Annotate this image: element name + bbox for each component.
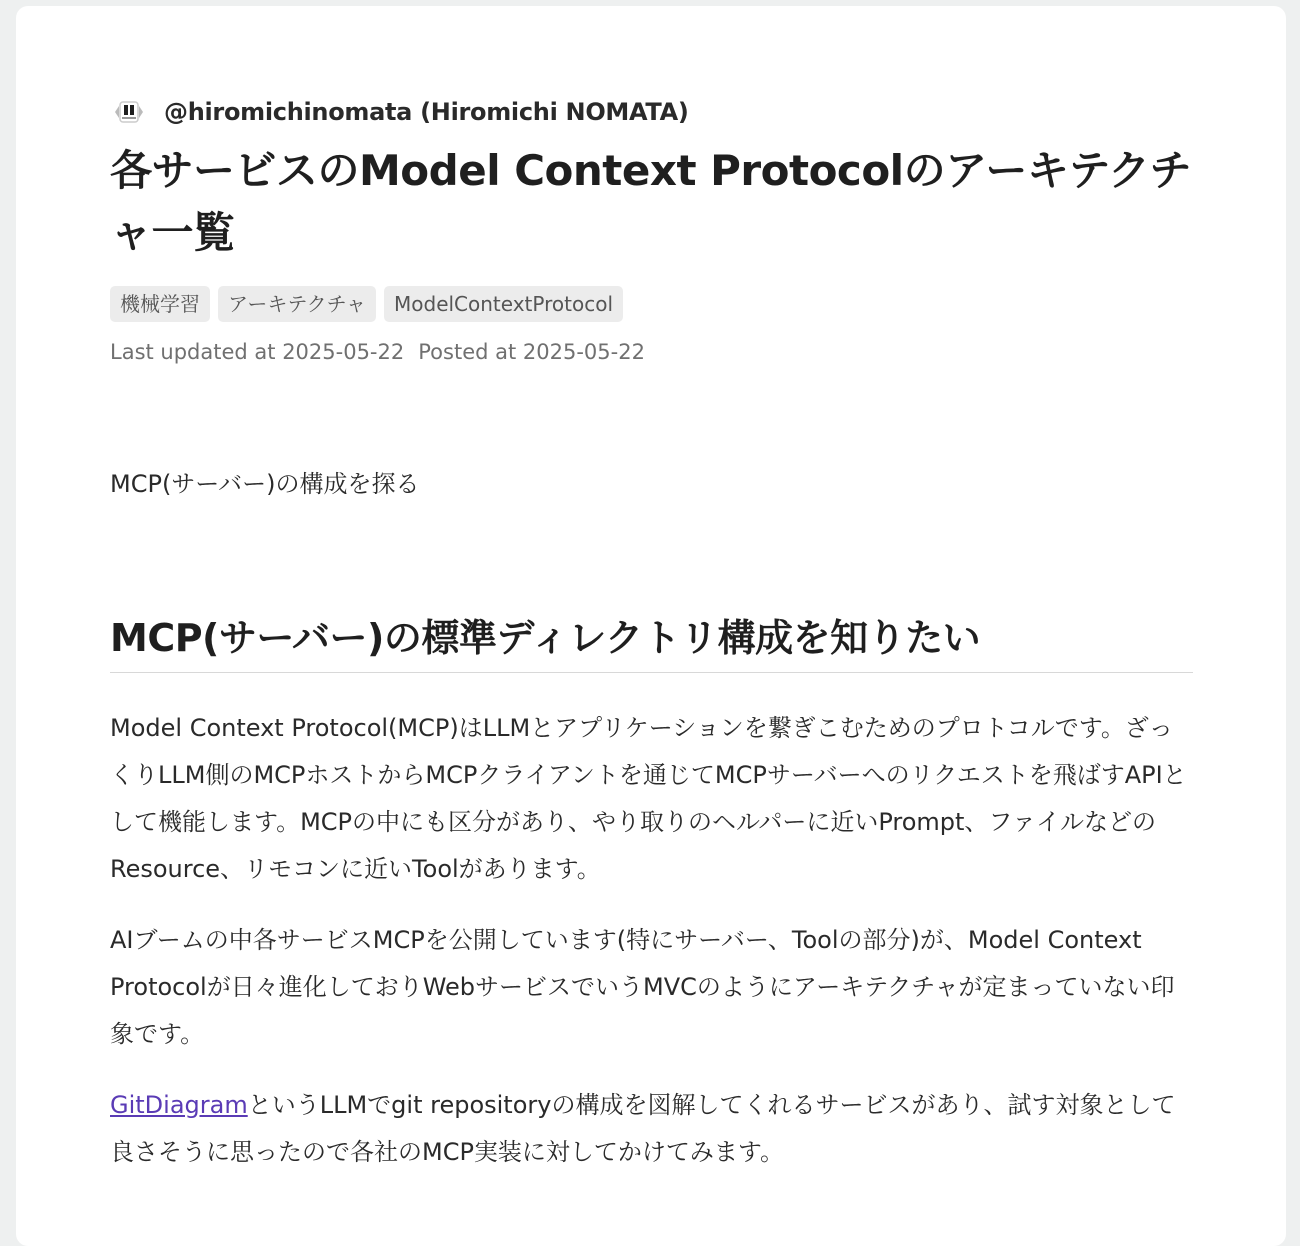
- tag-machine-learning[interactable]: 機械学習: [110, 286, 210, 322]
- posted-date: Posted at 2025-05-22: [418, 340, 645, 364]
- paragraph-gitdiagram-text: というLLMでgit repositoryの構成を図解してくれるサービスがあり、試す対象として良さそうに思ったので各社のMCP実装に対してかけてみます。: [110, 1090, 1176, 1166]
- tag-list: [110, 286, 1192, 322]
- article-title: 各サービスのModel Context Protocolのアーキテクチャ一覧: [110, 146, 1192, 257]
- last-updated-date: Last updated at 2025-05-22: [110, 340, 405, 364]
- author-row[interactable]: [110, 96, 1192, 128]
- article-lead: MCP(サーバー)の構成を探る: [110, 470, 420, 498]
- section-heading: MCP(サーバー)の標準ディレクトリ構成を知りたい: [110, 607, 1193, 673]
- article-card: [16, 6, 1286, 1246]
- paragraph-gitdiagram: [110, 1082, 1193, 1176]
- paragraph-ai-boom: AIブームの中各サービスMCPを公開しています(特にサーバー、Toolの部分)が、Model Context Protocolが日々進化しておりWebサービスでいうMVCのようにアーキテクチャが定まっていない印象です。: [110, 925, 1175, 1048]
- article-dates: [110, 340, 1192, 364]
- gitdiagram-link[interactable]: GitDiagram: [110, 1090, 248, 1119]
- tag-model-context-protocol[interactable]: ModelContextProtocol: [384, 286, 623, 322]
- author-name[interactable]: @hiromichinomata (Hiromichi NOMATA): [164, 98, 689, 126]
- paragraph-mcp-overview: Model Context Protocol(MCP)はLLMとアプリケーションを繋ぎこむためのプロトコルです。ざっくりLLM側のMCPホストからMCPクライアントを通じてMCPサーバーへのリクエストを飛ばすAPIとして機能します。MCPの中にも区分があり、やり取りのヘルパーに近いPrompt、ファイルなどのResource、リモコンに近いToolがあります。: [110, 713, 1187, 883]
- pixel-logo-icon[interactable]: [110, 97, 148, 127]
- tag-architecture[interactable]: アーキテクチャ: [218, 286, 376, 322]
